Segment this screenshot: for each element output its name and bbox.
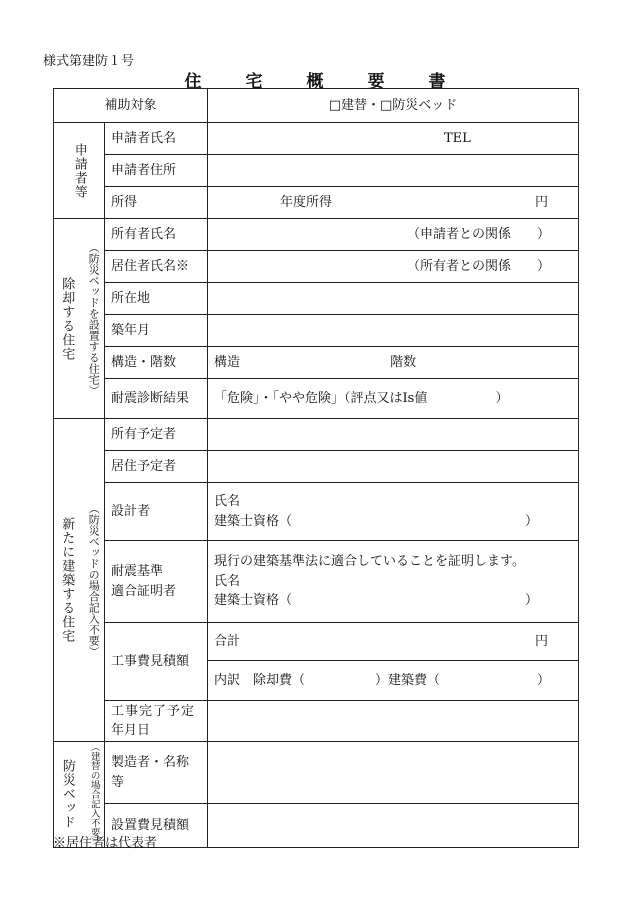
label-resident-name: 居住者氏名※ (105, 251, 208, 283)
field-bed-maker[interactable] (208, 742, 579, 804)
designer-architect-close: ） (525, 513, 539, 529)
row-applicant-income (54, 187, 579, 219)
label-subsidy-target: 補助対象 (54, 89, 208, 123)
row-owner-name (54, 219, 579, 251)
field-seismic-cert[interactable] (208, 541, 579, 623)
seismic-close: ） (495, 390, 509, 406)
field-completion-date[interactable] (208, 701, 579, 742)
label-seismic-result: 耐震診断結果 (105, 379, 208, 419)
footnote: ※居住者は代表者 (53, 836, 158, 851)
field-seismic-result[interactable] (208, 379, 579, 419)
cert-statement: 現行の建築基準法に適合していることを証明します。 (214, 554, 525, 570)
label-income: 所得 (105, 187, 208, 219)
completion-label-line1: 工事完了予定 (111, 703, 196, 719)
group-newhouse (54, 419, 105, 742)
group-demolish-label: 除却する住宅 (59, 276, 75, 361)
row-resident-name (54, 251, 579, 283)
floors-text: 階数 (390, 354, 417, 370)
breakdown-construction-text: ）建築費（ (375, 672, 441, 688)
field-cost-total[interactable] (208, 623, 579, 661)
row-designer (54, 483, 579, 541)
title-char: 書 (428, 72, 446, 92)
label-bed-maker: 製造者・名称等 (105, 742, 208, 804)
subsidy-target-options[interactable]: □建替・□防災ベッド (208, 89, 579, 123)
group-applicant-label: 申請者等 (71, 142, 87, 199)
resident-relation-close: ） (537, 258, 551, 274)
designer-architect-text: 建築士資格（ (214, 513, 293, 529)
title-char: 宅 (245, 72, 263, 92)
field-income[interactable] (208, 187, 579, 219)
row-owner-plan (54, 419, 579, 451)
field-cost-breakdown[interactable] (208, 661, 579, 701)
row-resident-plan (54, 451, 579, 483)
title-char: 要 (367, 72, 385, 92)
label-designer: 設計者 (105, 483, 208, 541)
label-resident-plan: 居住予定者 (105, 451, 208, 483)
row-structure (54, 347, 579, 379)
row-applicant-name (54, 123, 579, 155)
group-newhouse-sub: （防災ベッドの場合記入不要） (87, 503, 101, 657)
cert-label-line1: 耐震基準 (111, 564, 164, 579)
completion-label-line2: 年月日 (111, 723, 151, 738)
field-built-date[interactable] (208, 315, 579, 347)
cost-total-yen: 円 (535, 633, 549, 649)
field-owner-plan[interactable] (208, 419, 579, 451)
tel-label: TEL (444, 130, 471, 146)
row-seismic-result (54, 379, 579, 419)
row-applicant-address (54, 155, 579, 187)
field-resident-plan[interactable] (208, 451, 579, 483)
field-structure[interactable] (208, 347, 579, 379)
label-seismic-cert (105, 541, 208, 623)
field-resident-name[interactable] (208, 251, 579, 283)
income-yen: 円 (535, 194, 549, 210)
field-designer[interactable] (208, 483, 579, 541)
label-completion-date (105, 701, 208, 742)
row-built-date (54, 315, 579, 347)
group-bed-label: 防災ベッド (59, 759, 75, 830)
field-owner-name[interactable] (208, 219, 579, 251)
structure-text: 構造 (214, 354, 241, 370)
row-location (54, 283, 579, 315)
cert-label-line2: 適合証明者 (111, 583, 177, 599)
cert-architect-text: 建築士資格（ (214, 593, 293, 609)
resident-relation-text: （所有者との関係 (407, 258, 512, 274)
label-structure: 構造・階数 (105, 347, 208, 379)
cost-breakdown-close: ） (537, 672, 551, 688)
owner-relation-text: （申請者との関係 (407, 226, 512, 242)
form-number: 様式第建防１号 (43, 54, 135, 69)
group-demolish-sub: （防災ベッドを設置する住宅） (87, 241, 101, 396)
label-applicant-address: 申請者住所 (105, 155, 208, 187)
house-summary-table (53, 88, 579, 848)
row-seismic-cert (54, 541, 579, 623)
title-char: 住 (184, 72, 202, 92)
row-subsidy-target (54, 89, 579, 123)
label-bed-install-cost: 設置費見積額 (105, 804, 208, 847)
label-applicant-name: 申請者氏名 (105, 123, 208, 155)
label-cost-estimate: 工事費見積額 (105, 623, 208, 701)
income-year-text: 年度所得 (280, 194, 333, 210)
row-bed-maker (54, 742, 579, 804)
group-applicant (54, 123, 105, 219)
group-demolish (54, 219, 105, 419)
row-cost-total (54, 623, 579, 661)
field-applicant-address[interactable] (208, 155, 579, 187)
title-char: 概 (306, 72, 324, 92)
cost-total-text: 合計 (214, 633, 241, 649)
breakdown-demolish-text: 内訳 除却費（ (214, 672, 306, 688)
cert-name-text: 氏名 (214, 573, 241, 589)
seismic-text: 「危険」・「やや危険」（評点又はIs値 (214, 390, 428, 406)
field-location[interactable] (208, 283, 579, 315)
owner-relation-close: ） (537, 226, 551, 242)
group-newhouse-label: 新たに建築する住宅 (59, 517, 75, 643)
row-completion-date (54, 701, 579, 742)
cert-architect-close: ） (525, 593, 539, 609)
cost-breakdown-text (214, 671, 440, 691)
label-owner-name: 所有者氏名 (105, 219, 208, 251)
group-bed-sub: （建替の場合記入不要） (88, 742, 100, 847)
field-bed-install-cost[interactable] (208, 804, 579, 847)
designer-name-text: 氏名 (214, 494, 241, 509)
label-location: 所在地 (105, 283, 208, 315)
label-built-date: 築年月 (105, 315, 208, 347)
field-applicant-name[interactable] (208, 123, 579, 155)
label-owner-plan: 所有予定者 (105, 419, 208, 451)
